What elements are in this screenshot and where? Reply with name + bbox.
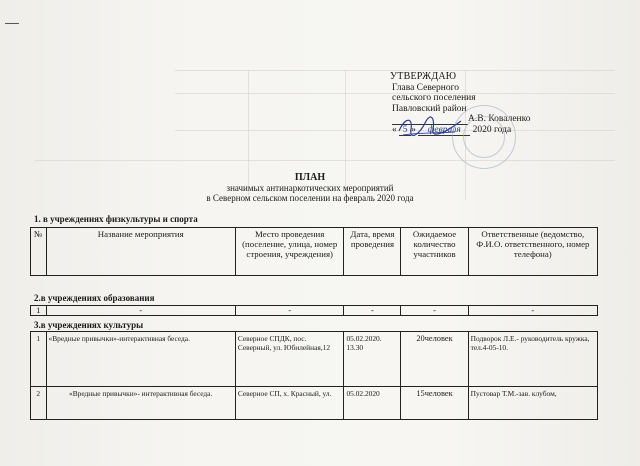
date-day: 5 [399, 125, 411, 137]
approval-line2: сельского поселения [392, 93, 476, 103]
cell-place: Северное СПДК, пос. Северный, ул. Юбилейная,12 [235, 332, 344, 387]
section-3-table [30, 331, 598, 420]
header-name: Название мероприятия [46, 228, 235, 276]
cell-num: 1 [31, 332, 47, 387]
table-header-row [31, 228, 598, 276]
header-qty: Ожидаемое количество участников [401, 228, 468, 276]
approval-signer: А.В. Коваленко [468, 114, 531, 124]
cell-resp: - [468, 306, 597, 316]
table-row [31, 332, 598, 387]
header-date: Дата, время проведения [344, 228, 401, 276]
cell-num: 2 [31, 387, 47, 420]
signature-graphic [395, 113, 465, 141]
cell-place: - [235, 306, 344, 316]
bleed-through-line [35, 160, 615, 161]
date-open-quote: « [392, 124, 397, 135]
section-2-table [30, 305, 598, 316]
cell-num: 1 [31, 306, 47, 316]
corner-mark [5, 23, 19, 24]
cell-date: 05.02.2020. 13.30 [344, 332, 401, 387]
cell-resp: Подворок Л.Е.- руководитель кружка, тел.4-05-10. [468, 332, 597, 387]
section-1-title: 1. в учреждениях физкультуры и спорта [34, 214, 198, 224]
section-1-table [30, 227, 598, 276]
header-num: № [31, 228, 47, 276]
cell-qty: 15человек [401, 387, 468, 420]
header-place: Место проведения (поселение, улица, номер строения, учреждения) [235, 228, 344, 276]
cell-qty: 20человек [401, 332, 468, 387]
cell-place: Северное СП, х. Красный, ул. [235, 387, 344, 420]
section-2-title: 2.в учреждениях образования [34, 293, 155, 303]
cell-name: «Вредные привычки»- интерактивная беседа. [46, 387, 235, 420]
section-3-title: 3.в учреждениях культуры [34, 320, 144, 330]
date-month: февраля [418, 125, 470, 137]
table-row [31, 387, 598, 420]
date-year: 2020 года [472, 124, 512, 135]
cell-date: - [344, 306, 401, 316]
plan-subtitle-1: значимых антинаркотических мероприятий [226, 183, 394, 193]
approval-line1: Глава Северного [392, 82, 459, 93]
header-resp: Ответственные (ведомство, Ф.И.О. ответственного, номер телефона) [468, 228, 597, 276]
cell-name: «Вредные привычки»-интерактивная беседа. [46, 332, 235, 387]
cell-qty: - [401, 306, 468, 316]
cell-name: - [46, 306, 235, 316]
approval-line3: Павловский район [392, 103, 467, 114]
table-row [31, 306, 598, 316]
approval-title: УТВЕРЖДАЮ [390, 71, 457, 82]
cell-date: 05.02.2020 [344, 387, 401, 420]
plan-subtitle-2: в Северном сельском поселении на февраль 2020 года [206, 193, 414, 203]
date-close-quote: » [411, 124, 416, 135]
plan-title: ПЛАН [294, 172, 326, 183]
cell-resp: Пустовар Т.М.-зав. клубом, [468, 387, 597, 420]
